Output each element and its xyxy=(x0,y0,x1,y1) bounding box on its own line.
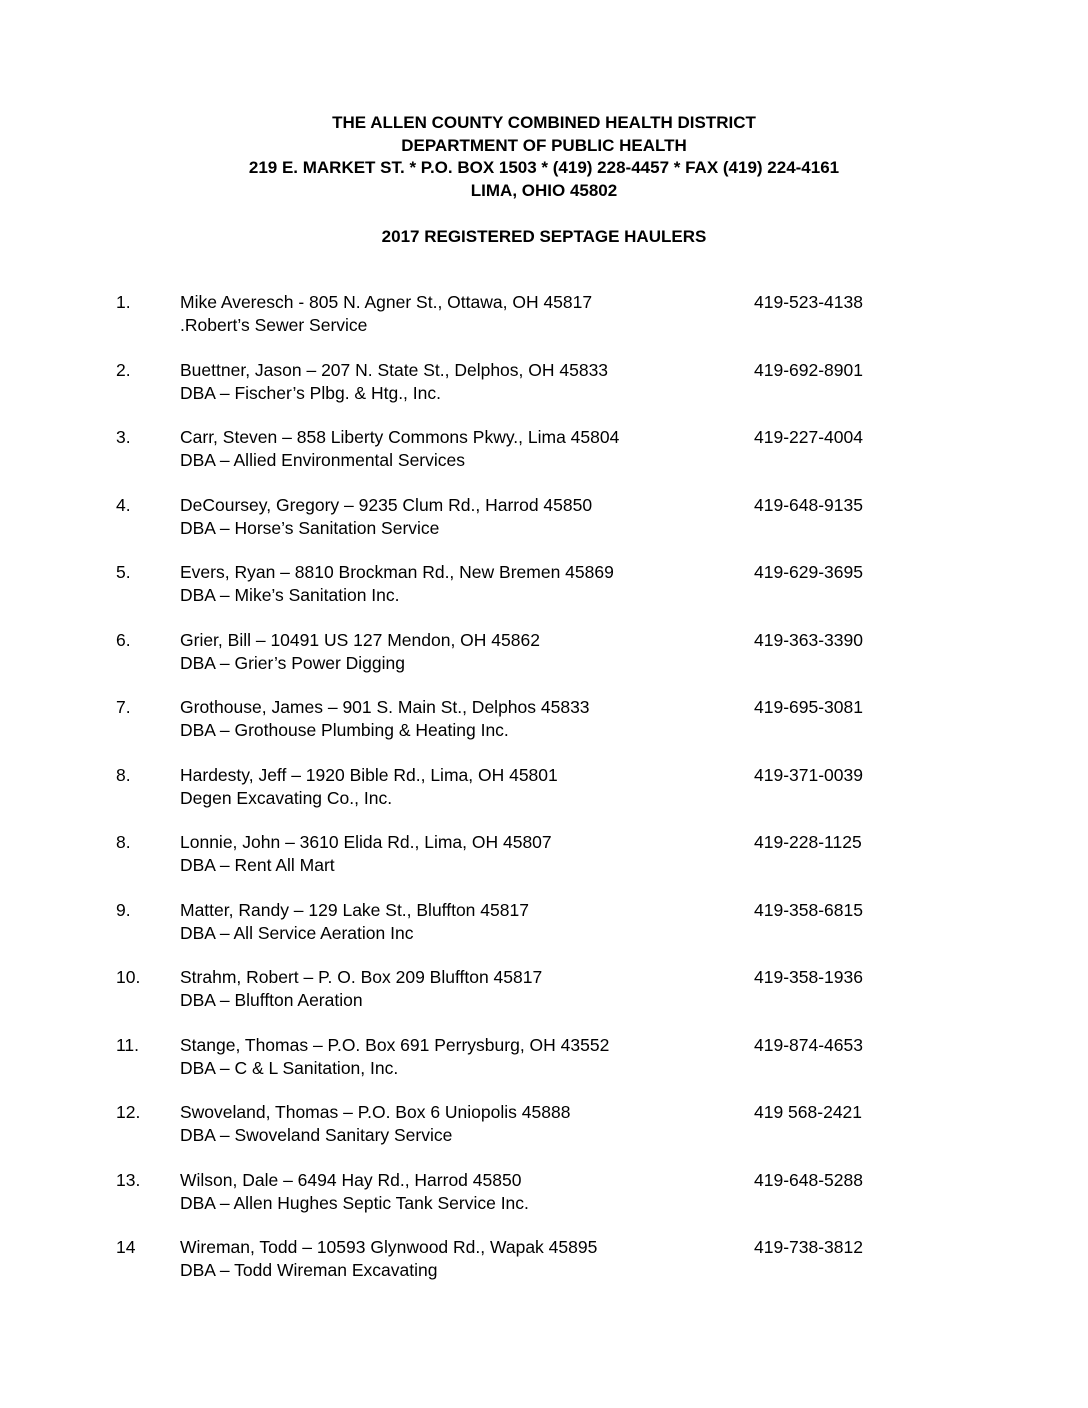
entry-details xyxy=(180,494,740,540)
entry-number: 10. xyxy=(116,967,141,987)
list-item xyxy=(0,764,1088,832)
entry-business-name: DBA – Fischer’s Plbg. & Htg., Inc. xyxy=(180,382,441,403)
entry-number: 3. xyxy=(116,427,131,447)
entry-business-name: DBA – Rent All Mart xyxy=(180,855,335,875)
entry-details xyxy=(180,831,740,877)
list-item xyxy=(0,1236,1088,1304)
entry-business-name: DBA – Bluffton Aeration xyxy=(180,990,363,1010)
department-name: DEPARTMENT OF PUBLIC HEALTH xyxy=(401,135,687,155)
list-item xyxy=(0,1034,1088,1102)
entry-name-address: DeCoursey, Gregory – 9235 Clum Rd., Harrod 45850 xyxy=(180,494,593,515)
address-contact-line: 219 E. MARKET ST. * P.O. BOX 1503 * (419) 228-4457 * FAX (419) 224-4161 xyxy=(248,158,840,177)
entry-name-address: Grier, Bill – 10491 US 127 Mendon, OH 45862 xyxy=(180,629,540,650)
list-item xyxy=(0,494,1088,562)
entry-name-address: Hardesty, Jeff – 1920 Bible Rd., Lima, OH 45801 xyxy=(180,764,558,785)
entry-phone: 419-695-3081 xyxy=(754,697,863,717)
entry-number: 12. xyxy=(116,1102,141,1122)
entry-phone: 419-371-0039 xyxy=(754,764,863,785)
entry-details xyxy=(180,899,740,945)
letterhead xyxy=(0,112,1088,202)
entry-phone: 419-523-4138 xyxy=(754,292,863,312)
entry-details xyxy=(180,1034,740,1080)
entry-name-address: Strahm, Robert – P. O. Box 209 Bluffton 45817 xyxy=(180,967,543,987)
hauler-list xyxy=(0,291,1088,1304)
city-line: LIMA, OHIO 45802 xyxy=(470,180,618,200)
list-item xyxy=(0,426,1088,494)
list-item xyxy=(0,1169,1088,1237)
list-item xyxy=(0,696,1088,764)
entry-business-name: DBA – Allen Hughes Septic Tank Service Inc. xyxy=(180,1192,529,1213)
entry-business-name: DBA – Grothouse Plumbing & Heating Inc. xyxy=(180,720,509,740)
entry-phone: 419 568-2421 xyxy=(754,1102,863,1122)
list-item xyxy=(0,359,1088,427)
entry-business-name: DBA – C & L Sanitation, Inc. xyxy=(180,1057,399,1078)
entry-number: 13. xyxy=(116,1169,141,1190)
organization-name: THE ALLEN COUNTY COMBINED HEALTH DISTRICT xyxy=(332,113,756,132)
entry-name-address: Grothouse, James – 901 S. Main St., Delphos 45833 xyxy=(180,697,590,717)
entry-number: 1. xyxy=(116,292,131,312)
list-item xyxy=(0,291,1088,359)
entry-phone: 419-738-3812 xyxy=(754,1237,863,1257)
entry-name-address: Lonnie, John – 3610 Elida Rd., Lima, OH 45807 xyxy=(180,832,552,852)
entry-details xyxy=(180,1101,740,1147)
list-item xyxy=(0,1101,1088,1169)
document-title: 2017 REGISTERED SEPTAGE HAULERS xyxy=(381,227,707,246)
entry-name-address: Swoveland, Thomas – P.O. Box 6 Uniopolis 45888 xyxy=(180,1102,571,1122)
entry-number: 14 xyxy=(116,1237,136,1257)
entry-number: 5. xyxy=(116,562,131,582)
entry-phone: 419-629-3695 xyxy=(754,562,863,582)
entry-details xyxy=(180,629,740,675)
entry-phone: 419-692-8901 xyxy=(754,359,863,380)
entry-phone: 419-358-1936 xyxy=(754,967,863,987)
entry-details xyxy=(180,561,740,607)
entry-phone: 419-228-1125 xyxy=(754,832,862,852)
entry-name-address: Stange, Thomas – P.O. Box 691 Perrysburg, OH 43552 xyxy=(180,1034,610,1055)
entry-phone: 419-363-3390 xyxy=(754,629,863,650)
entry-name-address: Evers, Ryan – 8810 Brockman Rd., New Bremen 45869 xyxy=(180,562,614,582)
entry-number: 9. xyxy=(116,899,131,920)
entry-number: 8. xyxy=(116,832,131,852)
entry-business-name: DBA – Mike’s Sanitation Inc. xyxy=(180,585,400,605)
entry-business-name: DBA – Grier’s Power Digging xyxy=(180,652,406,673)
entry-name-address: Matter, Randy – 129 Lake St., Bluffton 45817 xyxy=(180,899,529,920)
entry-phone: 419-358-6815 xyxy=(754,899,863,920)
entry-details xyxy=(180,359,740,405)
entry-name-address: Wilson, Dale – 6494 Hay Rd., Harrod 45850 xyxy=(180,1169,522,1190)
entry-number: 8. xyxy=(116,764,131,785)
entry-details xyxy=(180,764,740,810)
list-item xyxy=(0,966,1088,1034)
list-item xyxy=(0,899,1088,967)
entry-details xyxy=(180,696,740,742)
entry-phone: 419-227-4004 xyxy=(754,427,863,447)
list-item xyxy=(0,831,1088,899)
entry-business-name: DBA – Allied Environmental Services xyxy=(180,450,465,470)
entry-business-name: Degen Excavating Co., Inc. xyxy=(180,787,393,808)
entry-business-name: DBA – Todd Wireman Excavating xyxy=(180,1260,438,1280)
entry-number: 4. xyxy=(116,494,131,515)
entry-name-address: Mike Averesch - 805 N. Agner St., Ottawa, OH 45817 xyxy=(180,292,593,312)
entry-details xyxy=(180,1236,740,1282)
entry-details xyxy=(180,291,740,337)
entry-business-name: DBA – Horse’s Sanitation Service xyxy=(180,517,440,538)
entry-details xyxy=(180,426,740,472)
entry-phone: 419-874-4653 xyxy=(754,1034,863,1055)
entry-business-name: .Robert’s Sewer Service xyxy=(180,315,368,335)
entry-business-name: DBA – All Service Aeration Inc xyxy=(180,922,414,943)
entry-name-address: Wireman, Todd – 10593 Glynwood Rd., Wapak 45895 xyxy=(180,1237,598,1257)
entry-details xyxy=(180,966,740,1012)
entry-number: 7. xyxy=(116,697,131,717)
entry-number: 2. xyxy=(116,359,131,380)
entry-details xyxy=(180,1169,740,1215)
entry-number: 11. xyxy=(116,1034,140,1055)
entry-name-address: Carr, Steven – 858 Liberty Commons Pkwy., Lima 45804 xyxy=(180,427,620,447)
list-item xyxy=(0,561,1088,629)
entry-number: 6. xyxy=(116,629,131,650)
list-item xyxy=(0,629,1088,697)
entry-business-name: DBA – Swoveland Sanitary Service xyxy=(180,1125,453,1145)
entry-phone: 419-648-5288 xyxy=(754,1169,863,1190)
entry-name-address: Buettner, Jason – 207 N. State St., Delphos, OH 45833 xyxy=(180,359,609,380)
entry-phone: 419-648-9135 xyxy=(754,494,863,515)
